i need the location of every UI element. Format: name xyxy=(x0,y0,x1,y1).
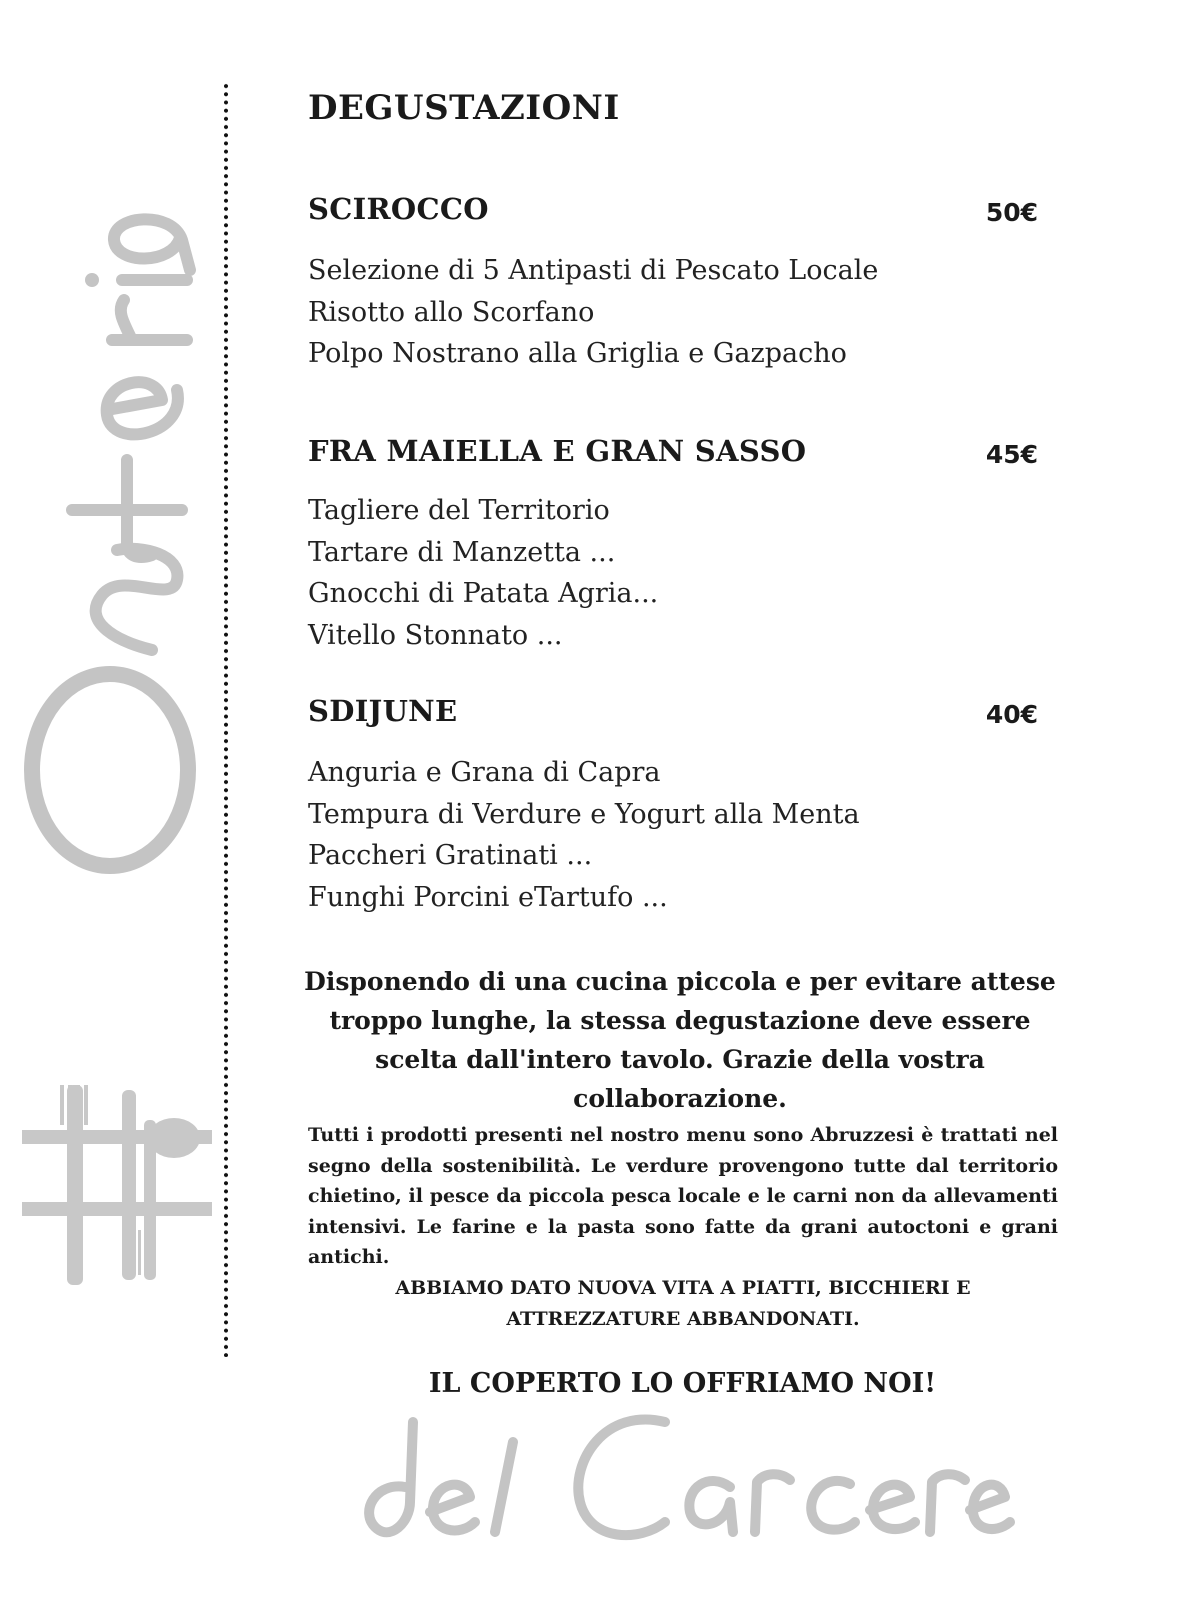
page-title: DEGUSTAZIONI xyxy=(308,88,620,128)
osteria-logo xyxy=(12,210,212,890)
tasting-section-scirocco xyxy=(308,192,1048,375)
tasting-section-fra-maiella xyxy=(308,434,1048,656)
dish-list xyxy=(308,752,1048,918)
dish-item: Funghi Porcini eTartufo ... xyxy=(308,881,668,913)
dish-item: Polpo Nostrano alla Griglia e Gazpacho xyxy=(308,338,847,369)
section-header xyxy=(308,192,1048,232)
section-name: SDIJUNE xyxy=(308,694,458,728)
table-choice-note: Disponendo di una cucina piccola e per evitare attese troppo lunghe, la stessa degustazione deve essere scelta dall'intero tavolo. Grazie della vostra collaborazione. xyxy=(304,967,1056,1113)
section-price: 50€ xyxy=(985,198,1038,227)
dotted-divider xyxy=(222,82,230,1357)
section-header xyxy=(308,694,1048,734)
recycle-note: ABBIAMO DATO NUOVA VITA A PIATTI, BICCHIERI E ATTREZZATURE ABBANDONATI. xyxy=(395,1277,971,1330)
dish-item: Risotto allo Scorfano xyxy=(308,296,595,328)
dish-item: Paccheri Gratinati ... xyxy=(308,840,593,871)
section-name: FRA MAIELLA E GRAN SASSO xyxy=(308,434,807,468)
dish-list xyxy=(308,250,1048,375)
dish-item: Selezione di 5 Antipasti di Pescato Locale xyxy=(308,255,879,286)
dish-item: Tempura di Verdure e Yogurt alla Menta xyxy=(308,798,860,830)
dish-list xyxy=(308,490,1048,656)
dish-item: Anguria e Grana di Capra xyxy=(308,757,661,788)
section-price: 45€ xyxy=(985,440,1038,469)
del-carcere-logo xyxy=(355,1402,1015,1552)
tasting-section-sdijune xyxy=(308,694,1048,918)
section-price: 40€ xyxy=(985,700,1038,729)
coperto-note: IL COPERTO LO OFFRIAMO NOI! xyxy=(428,1368,937,1399)
dish-item: Vitello Stonnato ... xyxy=(308,619,563,651)
products-note: Tutti i prodotti presenti nel nostro menu sono Abruzzesi è trattati nel segno della sostenibilità. Le verdure provengono tutte dal territorio chietino, il pesce da piccola pesca locale e le carni non da allevamenti intensivi. Le farine e la pasta sono fatte da grani autoctoni e grani antichi. xyxy=(308,1124,1058,1268)
section-header xyxy=(308,434,1048,474)
dish-item: Tagliere del Territorio xyxy=(308,495,610,526)
section-name: SCIROCCO xyxy=(308,192,489,226)
dish-item: Gnocchi di Patata Agria... xyxy=(308,578,659,609)
cutlery-icon xyxy=(22,1080,222,1290)
dish-item: Tartare di Manzetta ... xyxy=(308,536,616,568)
